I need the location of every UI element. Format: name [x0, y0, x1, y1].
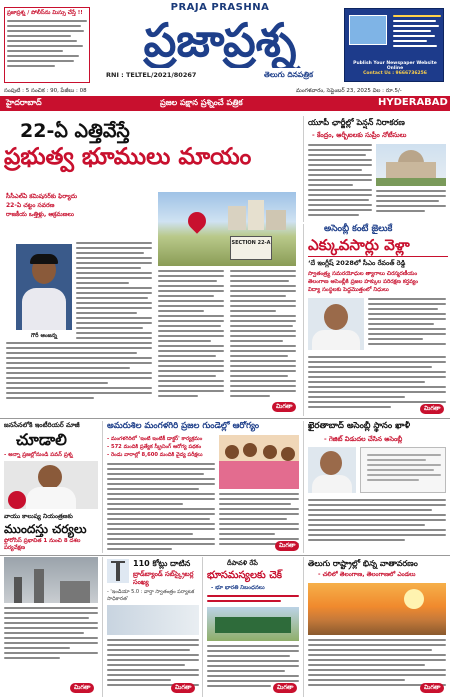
supreme-court-story: [303, 116, 447, 222]
assembly-more-link[interactable]: మిగతా: [420, 404, 444, 414]
broadband-subhead: - 'ఇండియా 5.0 : వార్తా స్వాతంత్రం పర్యాటక సాధికారత': [107, 589, 195, 602]
pawan-headline: చూడాలి: [16, 430, 67, 449]
assembly-bullets: [308, 270, 448, 294]
gazette-image: [360, 447, 446, 493]
assembly-bullet-1: స్వాతంత్ర్య సమరయోధుల త్యాగాలు చిరస్మరణీయం: [308, 271, 418, 277]
brand-name: PRAJA PRASHNA: [170, 2, 270, 13]
khairatabad-subhead: - గెజిట్ విడుదల చేసిన అసెంబ్లీ: [324, 435, 403, 443]
broadband-more-link[interactable]: మిగతా: [171, 683, 195, 693]
khairatabad-photo: [308, 447, 356, 493]
city-en: HYDERABAD: [378, 97, 448, 108]
city-te: హైదరాబాద్: [6, 98, 42, 107]
date-info: మంగళవారం, సెప్టెంబర్ 23, 2025 విల : రూ.5/-: [296, 88, 402, 94]
mid-more-link[interactable]: మిగతా: [275, 541, 299, 551]
pawan-kicker: జనసేనలోకి ఇంటీరియర్ మాజీ: [4, 421, 80, 429]
assembly-quote: ‘దే ఇంగ్లీష్ 2028లో సీఎం రేవంత్ రెడ్డి: [308, 259, 406, 267]
mid-bullet-1: - మంగళగిరిలో 'ఇంటి ఇంటికీ డాక్టర్' కార్యక్రమం: [107, 436, 203, 442]
pollution-photo: [4, 557, 98, 603]
rni-number: RNI : TELTEL/2021/80267: [106, 71, 197, 79]
cm-photo: [308, 298, 364, 350]
assembly-bullet-3: విద్యా సంస్థలకు పెద్దమొత్తంలో నిధులు: [308, 287, 389, 293]
section-sign-text: SECTION 22-A: [231, 240, 271, 246]
broadband-photo: [107, 605, 199, 635]
lead-story: [0, 116, 300, 416]
website-ad: [344, 8, 444, 82]
land-photo: [207, 607, 299, 641]
section-sign: [230, 236, 272, 260]
lead-bullet-2: 22-ఏ చట్టం సవరణ: [6, 202, 55, 209]
weather-more-link[interactable]: మిగతా: [420, 683, 444, 693]
mid-headline: అమరుశిల మంగళగిరి ప్రజల గుండెల్లో ఆరోగ్యం: [107, 421, 260, 431]
sun-icon: [404, 589, 424, 609]
slogan: ప్రజల పక్షాన ప్రశ్నించే పత్రిక: [160, 98, 243, 107]
masthead: [0, 0, 450, 114]
broadband-story: [102, 557, 200, 697]
location-pin-icon: [184, 208, 209, 233]
supreme-court-photo: [376, 144, 446, 186]
rain-kicker: వాయు కాలుష్య నియంత్రణకు: [4, 513, 73, 520]
mid-photo: [219, 435, 299, 489]
city-band: [0, 96, 450, 111]
lead-body-col3: [230, 270, 296, 397]
broadband-headline: బ్రాడ్‌బ్యాండ్ సబ్‌స్క్రైబర్ల సంఖ్య: [133, 570, 194, 586]
lead-more-link[interactable]: మిగతా: [272, 402, 296, 412]
assembly-story: [303, 224, 447, 416]
pollution-story: [0, 511, 100, 697]
tagline: తెలుగు దినపత్రిక: [264, 70, 313, 79]
weather-story: [303, 557, 447, 697]
weather-subhead: - చలిలో తెలంగాణ, తెలంగాణలో ఎండలు: [318, 571, 416, 578]
sc-subhead: - కేంద్రం, ఆర్బీఐలకు సుప్రీం నోటీసులు: [312, 131, 407, 139]
assembly-headline: ఎక్కువసార్లు వెళ్లా: [308, 236, 410, 254]
khairatabad-headline: ఖైరతాబాద్ అసెంబ్లీ స్థానం ఖాళీ: [308, 421, 411, 431]
assembly-bullet-2: తెలంగాణ అసెంబ్లీకి ప్రజల హక్కుల పరిరక్షణ కర్తవ్యం: [308, 279, 419, 285]
lead-body-bottom: [6, 342, 152, 399]
assembly-kicker: అసెంబ్లీ కంటే జైలుకే: [324, 224, 393, 234]
reporter-caption: గౌరీ ఆంజన్న: [16, 332, 72, 340]
weather-headline: తెలుగు రాష్ట్రాల్లో భిన్న వాతావరణం: [308, 559, 418, 568]
pawan-story: [0, 421, 100, 511]
lead-body-col2: [158, 270, 224, 397]
broadband-kicker: 110 కోట్లు దాటిన: [133, 559, 191, 568]
mid-bullets: [107, 435, 217, 459]
land-headline: భూసమస్యలకు చెక్: [207, 570, 283, 581]
land-photo: [158, 192, 296, 266]
left-promo-title: ప్రజాప్రశ్న / పోలీస్‌ను మిస్సు చేస్తే !!: [7, 10, 83, 16]
pawan-subhead: - అన్నా ప్రజల్లోనుండి పవన్ ప్రశ్న: [4, 452, 73, 458]
mid-bullet-2: - 572 మందికి ప్రత్యేక స్క్రీనింగ్ ఆరోగ్య పథకం: [107, 444, 202, 450]
reporter-photo: [16, 244, 72, 330]
pollution-more-link[interactable]: మిగతా: [70, 683, 94, 693]
sc-headline: యూపీ ఛార్జీల్లో పెన్షన్ నిరాకరణ: [308, 118, 405, 127]
mid-bullet-3: - రెండు వారాల్లో 8,600 మందికి వైద్య పరీక్షలు: [107, 452, 203, 458]
land-subhead: - భూ భారతి నిబంధనలు: [211, 585, 265, 591]
mangalagiri-story: [102, 421, 300, 553]
lead-bullet-1: సీసీఎల్ఏ కమిషనర్‌కు ఫిర్యాదు: [6, 193, 78, 200]
land-kicker: దీపావళి రేపే: [227, 559, 258, 567]
land-more-link[interactable]: మిగతా: [273, 683, 297, 693]
lead-kicker: 22-ఏ ఎత్తివేస్తే: [20, 120, 130, 142]
lead-body-col1: [76, 242, 152, 339]
tower-icon: [107, 559, 129, 583]
left-promo-box: [4, 7, 90, 83]
weather-photo: [308, 583, 446, 635]
lead-bullet-3: రాజకీయ ఒత్తిళ్లు, ఆక్రమణలు: [6, 211, 74, 218]
ad-title: Publish Your Newspaper Website Online: [353, 61, 437, 71]
land-story: [202, 557, 300, 697]
khairatabad-story: [303, 421, 447, 553]
issue-info: సంపుటి : 5 సంచిక : 90, పేజీలు : 08: [4, 88, 87, 94]
rain-headline: ముందస్తు చర్యలు: [4, 522, 87, 536]
masthead-logo: ప్రజాప్రశ్న: [143, 13, 297, 67]
ad-contact: Contact Us : 9666736256: [363, 71, 427, 76]
lead-bullets: [6, 192, 156, 219]
pawan-photo: [4, 461, 98, 509]
rain-subhead: ఫ్లోరోసిస్ ప్రభావిత 1 నుంచి 8 దశల పర్యవేక్షణ: [4, 538, 81, 551]
lead-headline: ప్రభుత్వ భూములు మాయం: [4, 144, 252, 170]
